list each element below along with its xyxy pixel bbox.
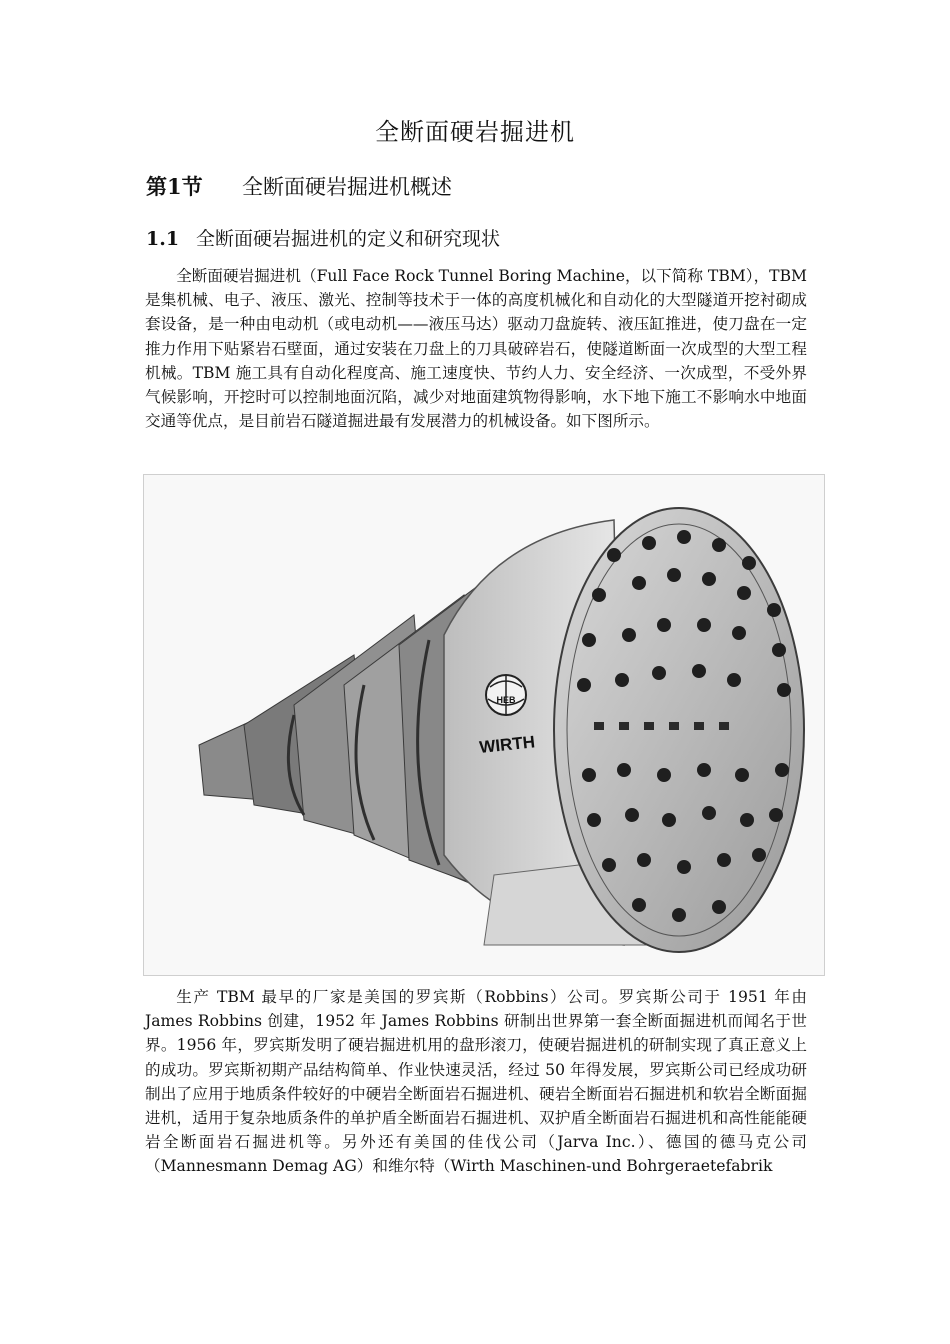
heb-logo-text: HEB (496, 695, 516, 705)
tbm-machine-illustration (144, 475, 824, 975)
wirth-brand-text: WIRTH (478, 732, 536, 757)
subsection-number: 1.1 (146, 228, 180, 250)
section-heading (146, 171, 452, 201)
paragraph-history: 生产 TBM 最早的厂家是美国的罗宾斯（Robbins）公司。罗宾斯公司于 1951 年由 James Robbins 创建，1952 年 James Robbins 研制出世界第一套全断面掘进机而闻名于世界。1956 年，罗宾斯发明了硬岩掘进机用的盘形滚刀，使硬岩掘进机的研制实现了真正意义上的成功。罗宾斯初期产品结构简单、作业快速灵活，经过 50 年得发展，罗宾斯公司已经成功研制出了应用于地质条件较好的中硬岩全断面岩石掘进机、硬岩全断面岩石掘进机和软岩全断面掘进机，适用于复杂地质条件的单护盾全断面岩石掘进机、双护盾全断面岩石掘进机和高性能能硬岩全断面岩石掘进机等。另外还有美国的佳伐公司（Jarva Inc.）、德国的德马克公司（Mannesmann Demag AG）和维尔特（Wirth Maschinen-und Bohrgeraetefabrik (145, 988, 807, 1176)
subsection-heading (146, 224, 500, 251)
heb-logo (486, 675, 526, 715)
paragraph-intro: 全断面硬岩掘进机（Full Face Rock Tunnel Boring Machine，以下简称 TBM），TBM 是集机械、电子、液压、激光、控制等技术于一体的高度机械化和自动化的大型隧道开挖衬砌成套设备，是一种由电动机（或电动机——液压马达）驱动刀盘旋转、液压缸推进，使刀盘在一定推力作用下贴紧岩石壁面，通过安装在刀盘上的刀具破碎岩石，使隧道断面一次成型的大型工程机械。TBM 施工具有自动化程度高、施工速度快、节约人力、安全经济、一次成型，不受外界气候影响，开挖时可以控制地面沉陷，减少对地面建筑物得影响，水下地下施工不影响水中地面交通等优点，是目前岩石隧道掘进最有发展潜力的机械设备。如下图所示。 (145, 267, 807, 431)
document-title: 全断面硬岩掘进机 (375, 118, 575, 146)
section-title: 全断面硬岩掘进机概述 (242, 175, 452, 199)
section-number: 第1节 (146, 174, 203, 199)
tbm-photo-figure (143, 474, 825, 976)
subsection-title: 全断面硬岩掘进机的定义和研究现状 (196, 228, 501, 250)
